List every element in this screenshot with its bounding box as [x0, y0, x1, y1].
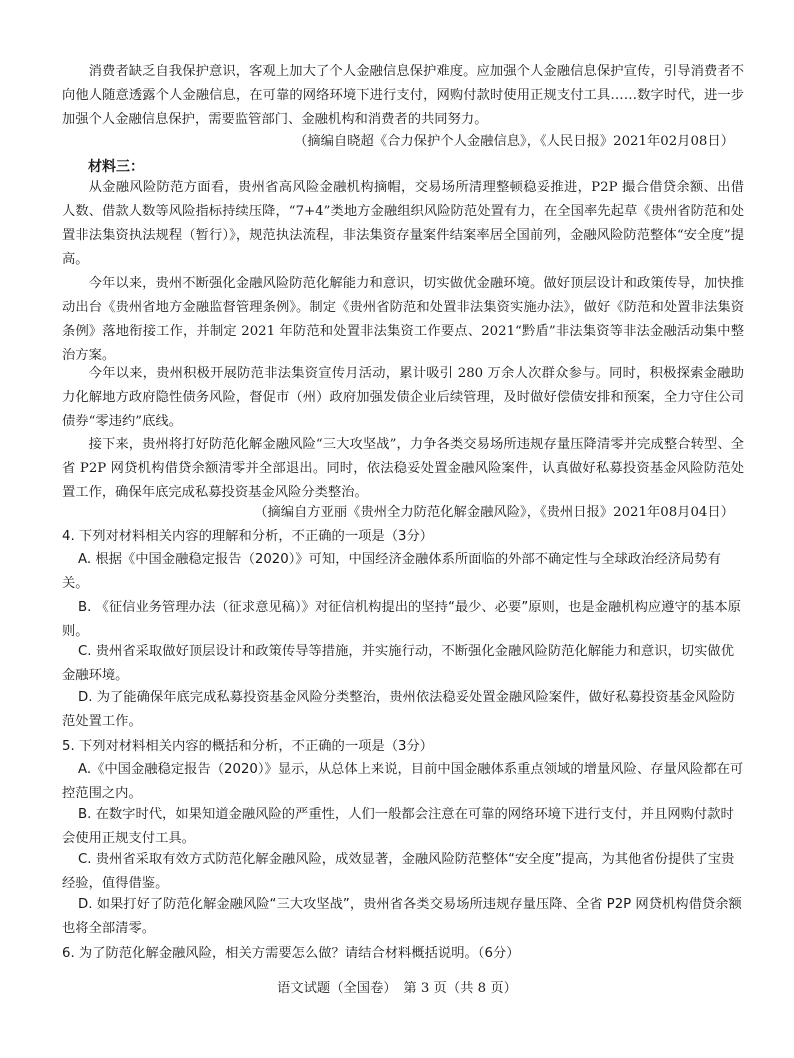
question-4-option-d: D. 为了能确保年底完成私募投资基金风险分类整治，贵州依法稳妥处置金融风险案件，做好私募投资基金风险防范处置工作。 — [62, 690, 735, 729]
material3-source: （摘编自方亚丽《贵州全力防范化解金融风险》，《贵州日报》2021年08月04日） — [254, 505, 734, 520]
material3-paragraph-4: 接下来，贵州将打好防范化解金融风险“三大攻坚战”，力争各类交易场所违规存量压降清零并完成整合转型、全省 P2P 网贷机构借贷余额清零并全部退出。同时，依法稳妥处置金融风险案件，认真做好私募投资基金风险防范处置工作，确保年底完成私募投资基金风险分类整治。 — [62, 437, 744, 500]
material3-paragraph-2: 今年以来，贵州不断强化金融风险防范化解能力和意识，切实做优金融环境。做好顶层设计和政策传导，加快推动出台《贵州省地方金融监督管理条例》。制定《贵州省防范和处置非法集资实施办法》，做好《防范和处置非法集资条例》落地衔接工作，并制定 2021 年防范和处置非法集资工作要点、2021“黔盾”非法集资等非法金融活动集中整治方案。 — [62, 276, 744, 363]
material3-paragraph-1: 从金融风险防范方面看，贵州省高风险金融机构摘帽，交易场所清理整顿稳妥推进，P2P 撮合借贷余额、出借人数、借款人数等风险指标持续压降，“7+4”类地方金融组织风险防范处置有力，在全国率先起草《贵州省防范和处置非法集资执法规程（暂行）》，规范执法流程，非法集资存量案件结案率居全国前列，金融风险防范整体“安全度”提高。 — [62, 180, 744, 267]
question-4-stem: 4. 下列对材料相关内容的理解和分析，不正确的一项是（3分） — [62, 529, 434, 544]
question-4-option-c: C. 贵州省采取做好顶层设计和政策传导等措施，并实施行动，不断强化金融风险防范化解能力和意识，切实做优金融环境。 — [62, 644, 734, 683]
question-5-stem: 5. 下列对材料相关内容的概括和分析，不正确的一项是（3分） — [62, 739, 434, 754]
passage-top-source: （摘编自晓超《合力保护个人金融信息》，《人民日报》2021年02月08日） — [294, 134, 734, 149]
question-5-option-c: C. 贵州省采取有效方式防范化解金融风险，成效显著，金融风险防范整体“安全度”提高，为其他省份提供了宝贵经验，值得借鉴。 — [62, 852, 735, 891]
material3-paragraph-3: 今年以来，贵州积极开展防范非法集资宣传月活动，累计吸引 280 万余人次群众参与。同时，积极探索金融助力化解地方政府隐性债务风险，督促市（州）政府加强发债企业后续管理，及时做好偿债安排和预案，全力守住公司债券“零违约”底线。 — [62, 366, 744, 429]
passage-top-paragraph: 消费者缺乏自我保护意识，客观上加大了个人金融信息保护难度。应加强个人金融信息保护宣传，引导消费者不向他人随意透露个人金融信息，在可靠的网络环境下进行支付，网购付款时使用正规支付工具……数字时代，进一步加强个人金融信息保护，需要监管部门、金融机构和消费者的共同努力。 — [62, 64, 744, 127]
question-5-option-d: D. 如果打好了防范化解金融风险“三大攻坚战”，贵州省各类交易场所违规存量压降、全省 P2P 网贷机构借贷余额也将全部清零。 — [62, 897, 742, 936]
page-footer: 语文试题（全国卷） 第 3 页（共 8 页） — [277, 981, 517, 996]
question-5-option-b: B. 在数字时代，如果知道金融风险的严重性，人们一般都会注意在可靠的网络环境下进行支付，并且网购付款时会使用正规支付工具。 — [62, 807, 734, 846]
question-4-option-b: B. 《征信业务管理办法（征求意见稿）》对征信机构提出的坚持“最少、必要”原则，也是金融机构应遵守的基本原则。 — [62, 600, 741, 639]
question-6-stem: 6. 为了防范化解金融风险，相关方需要怎么做？请结合材料概括说明。（6分） — [62, 946, 520, 961]
material3-heading: 材料三： — [88, 159, 144, 175]
question-5-option-a: A.《中国金融稳定报告（2020）》显示，从总体上来说，目前中国金融体系重点领域的增量风险、存量风险都在可控范围之内。 — [62, 762, 744, 801]
question-4-option-a: A. 根据《中国金融稳定报告（2020）》可知，中国经济金融体系所面临的外部不确定性与全球政治经济局势有关。 — [62, 552, 721, 591]
